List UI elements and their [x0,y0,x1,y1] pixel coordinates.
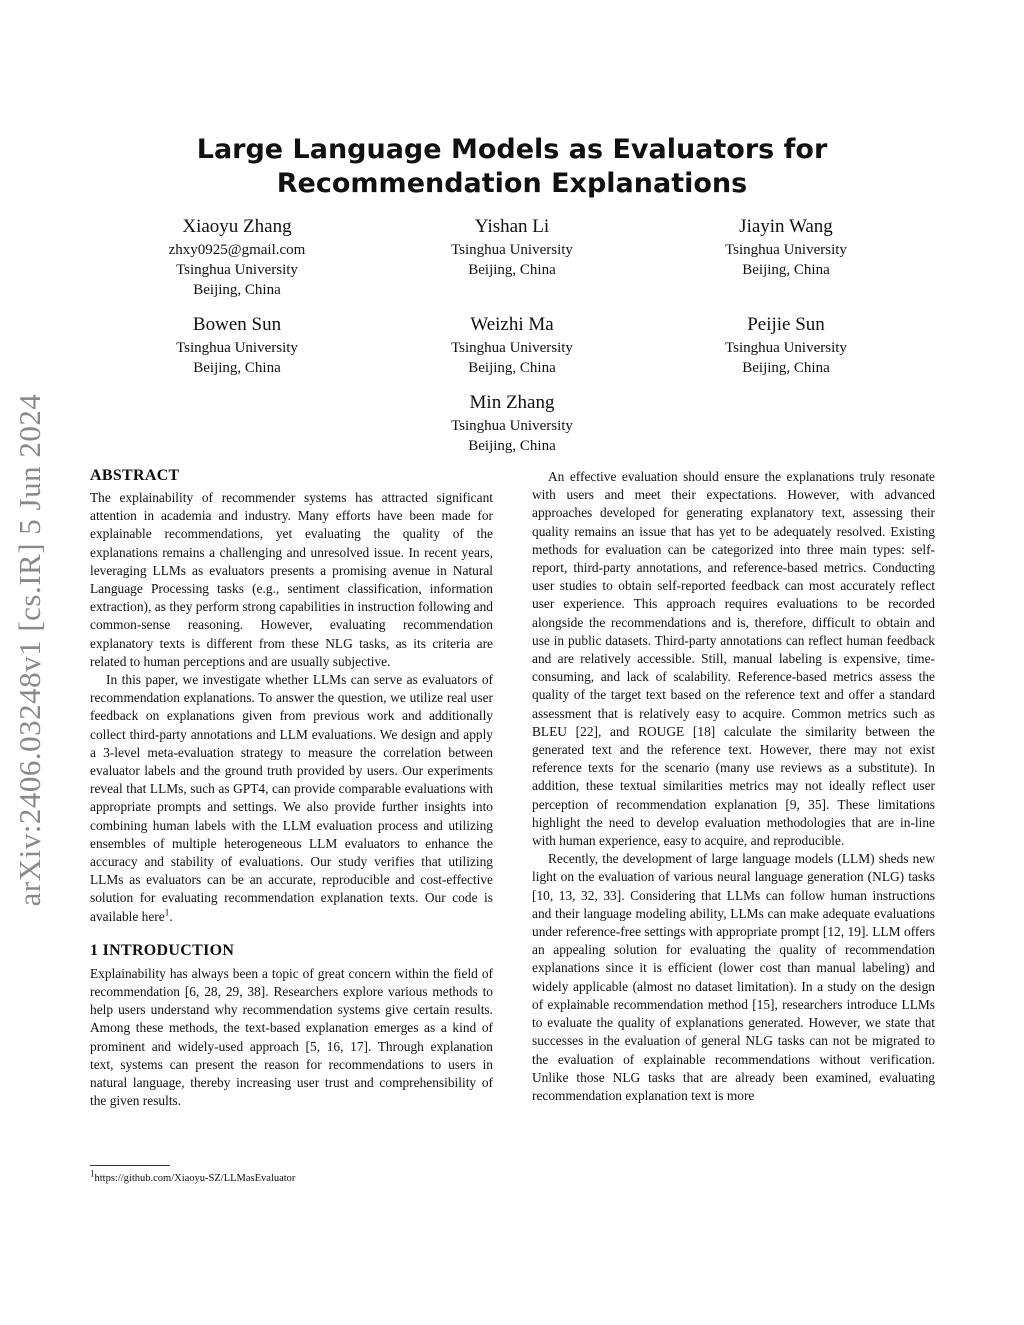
author-location: Beijing, China [742,360,830,376]
author-affiliation: Tsinghua University [176,262,298,278]
author-affiliation: Tsinghua University [725,242,847,258]
author-affiliation: Tsinghua University [176,340,298,356]
author-location: Beijing, China [193,360,281,376]
author-block [656,214,916,280]
author-affiliation: Tsinghua University [451,242,573,258]
abstract-paragraph [90,671,493,926]
author-name: Xiaoyu Zhang [182,216,292,237]
author-name: Weizhi Ma [470,314,554,335]
abstract-paragraph: The explainability of recommender systems has attracted significant attention in academia and industry. Many efforts have been made for explainable recommendations, yet evaluating the quality of the explanations remains a challenging and unresolved issue. In recent years, leveraging LLMs as evaluators presents a promising avenue in Natural Language Processing tasks (e.g., sentiment classification, information extraction), as they perform strong capabilities in instruction following and common-sense reasoning. However, evaluating recommendation explanatory texts is different from these NLG tasks, as its criteria are related to human perceptions and are usually subjective. [90,490,493,669]
author-email: zhxy0925@gmail.com [168,242,306,258]
author-location: Beijing, China [742,262,830,278]
body-paragraph: An effective evaluation should ensure the explanations truly resonate with users and meet their expectations. However, with advanced approaches developed for generating explanatory text, assessing their quality remains an issue that has yet to be adequately resolved. Existing methods for evaluation can be categorized into three main types: self-report, third-party annotations, and reference-based metrics. Conducting user studies to obtain self-reported feedback can most accurately reflect user experience. This approach requires evaluations to be recorded alongside the recommendations and is, therefore, difficult to obtain and use in public datasets. Third-party annotations can reflect human feedback and are relatively accessible. Still, manual labeling is expensive, time-consuming, and lack of scalability. Reference-based metrics assess the quality of the target text based on the reference text and offer a standard assessment that is relatively easy to acquire. Common metrics such as BLEU [22], and ROUGE [18] calculate the similarity between the generated text and the reference text. However, there may not exist reference texts for the scenario (many use reviews as a substitute). In addition, these textual similarities metrics may not ideally reflect user perception of recommendation explanation [9, 35]. These limitations highlight the need to develop evaluation methodologies that are in-line with human experience, easy to acquire, and reproducible. [532,469,935,849]
author-name: Min Zhang [469,392,555,413]
paper-title: Large Language Models as Evaluators for Recommendation Explanations [196,134,828,199]
author-name: Yishan Li [474,216,550,237]
footnote-marker: 1 [164,907,170,918]
abstract-text: In this paper, we investigate whether LLMs can serve as evaluators of recommendation explanations. To answer the question, we utilize real user feedback on explanations given from previous work and additionally collect third-party annotations and LLM evaluations. We design and apply a 3-level meta-evaluation strategy to measure the correlation between evaluator labels and the ground truth provided by users. Our experiments reveal that LLMs, such as GPT4, can provide comparable evaluations with appropriate prompts and settings. We also provide further insights into combining human labels with the LLM evaluation process and utilizing ensembles of multiple heterogeneous LLM evaluators to enhance the accuracy and stability of evaluations. Our study verifies that utilizing LLMs as evaluators can be an accurate, reproducible and cost-effective solution for evaluating recommendation explanation texts. Our code is available here [90,672,493,924]
author-block [382,214,642,280]
abstract-heading: ABSTRACT [90,467,180,484]
arxiv-identifier: arXiv:2406.03248v1 [cs.IR] 5 Jun 2024 [12,393,47,907]
introduction-heading: 1 INTRODUCTION [90,941,235,959]
author-affiliation: Tsinghua University [451,418,573,434]
author-name: Jiayin Wang [739,216,833,237]
footnote-mark: 1 [90,1168,95,1179]
author-location: Beijing, China [468,360,556,376]
author-block [107,214,367,300]
author-location: Beijing, China [193,282,281,298]
author-block [107,312,367,378]
author-block [382,390,642,456]
author-block [656,312,916,378]
author-location: Beijing, China [468,262,556,278]
author-affiliation: Tsinghua University [725,340,847,356]
body-paragraph: Recently, the development of large language models (LLM) sheds new light on the evaluation of various neural language generation (NLG) tasks [10, 13, 32, 33]. Considering that LLMs can follow human instructions and their language modeling ability, LLMs can make adequate evaluations under reference-free settings with appropriate prompt [12, 19]. LLM offers an appealing solution for evaluating the quality of recommendation explanations since it is efficient (lower cost than manual labeling) and widely applicable (almost no dataset limitation). In a study on the design of explainable recommendation method [15], researchers introduce LLMs to evaluate the quality of explanations generated. However, we state that successes in the evaluation of general NLG tasks can not be migrated to the evaluation of explainable recommendations without verification. Unlike those NLG tasks that are already been examined, evaluating recommendation explanation text is more [532,851,935,1103]
introduction-paragraph: Explainability has always been a topic of great concern within the field of recommendation [6, 28, 29, 38]. Researchers explore various methods to help users understand why recommendation systems give certain results. Among these methods, the text-based explanation emerges as a kind of prominent and widely-used approach [5, 16, 17]. Through explanation text, systems can present the reason for recommendations to users in natural language, thereby increasing user trust and comprehensibility of the given results. [90,965,493,1109]
footnote-rule [90,1165,170,1166]
abstract-end: . [169,908,173,924]
author-name: Bowen Sun [192,314,282,335]
footnote-link[interactable]: https://github.com/Xiaoyu-SZ/LLMasEvaluator [94,1173,296,1184]
author-affiliation: Tsinghua University [451,340,573,356]
left-column [90,465,493,1111]
footnote [90,1168,296,1186]
author-name: Peijie Sun [747,314,825,335]
author-location: Beijing, China [468,438,556,454]
right-column [532,468,935,1105]
author-block [382,312,642,378]
